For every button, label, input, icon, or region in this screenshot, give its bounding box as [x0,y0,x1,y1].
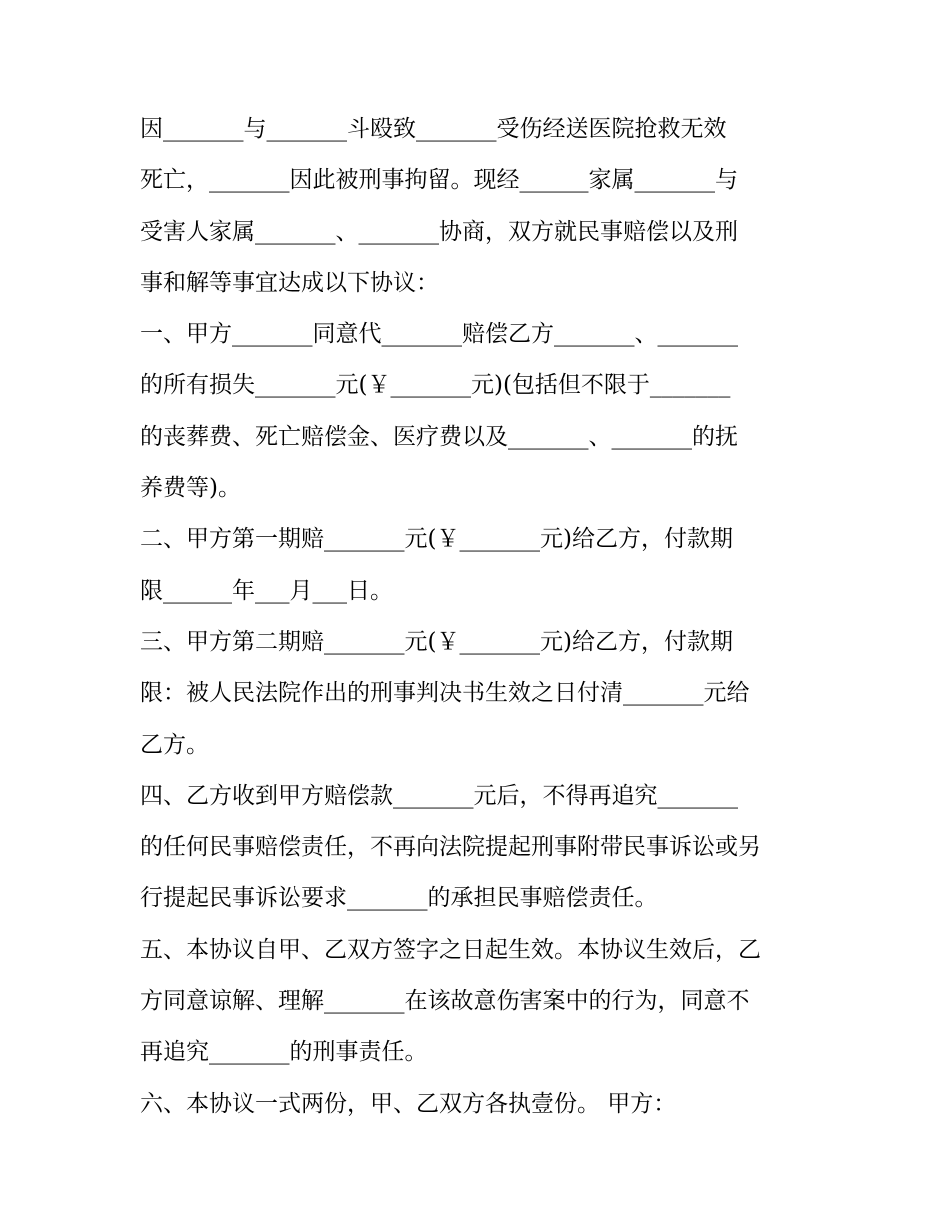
clause-1-line: 一、甲方_______同意代_______赔偿乙方_______、_______ [140,321,738,348]
clause-5-line: 五、本协议自甲、乙双方签字之日起生效。本协议生效后，乙 [140,936,761,963]
clause-1-line: 养费等)。 [140,475,241,502]
clause-4-line: 四、乙方收到甲方赔偿款_______元后，不得再追究_______ [140,782,738,809]
paragraph-line: 死亡，_______因此被刑事拘留。现经______家属_______与 [140,167,738,194]
paragraph-line: 受害人家属_______、_______协商，双方就民事赔偿以及刑 [140,218,738,245]
clause-1-line: 的所有损失_______元(￥_______元)(包括但不限于_______ [140,372,731,399]
paragraph-line: 因_______与_______斗殴致_______受伤经送医院抢救无效 [140,116,727,142]
document-body [140,104,830,1130]
clause-2-line: 限______年___月___日。 [140,577,393,604]
clause-2-line: 二、甲方第一期赔_______元(￥_______元)给乙方，付款期 [140,526,733,553]
clause-4-line: 行提起民事诉讼要求_______的承担民事赔偿责任。 [140,885,658,912]
clause-5-line: 方同意谅解、理解_______在该故意伤害案中的行为，同意不 [140,988,750,1015]
clause-3-line: 乙方。 [140,731,209,758]
clause-1-line: 的丧葬费、死亡赔偿金、医疗费以及_______、_______的抚 [140,423,738,450]
clause-6-line: 六、本协议一式两份，甲、乙双方各执壹份。 甲方： [140,1090,677,1117]
clause-3-line: 三、甲方第二期赔_______元(￥_______元)给乙方，付款期 [140,628,733,655]
clause-4-line: 的任何民事赔偿责任，不再向法院提起刑事附带民事诉讼或另 [140,834,761,861]
clause-5-line: 再追究_______的刑事责任。 [140,1039,428,1066]
clause-3-line: 限：被人民法院作出的刑事判决书生效之日付清_______元给 [140,680,750,707]
paragraph-line: 事和解等事宜达成以下协议： [140,269,439,296]
